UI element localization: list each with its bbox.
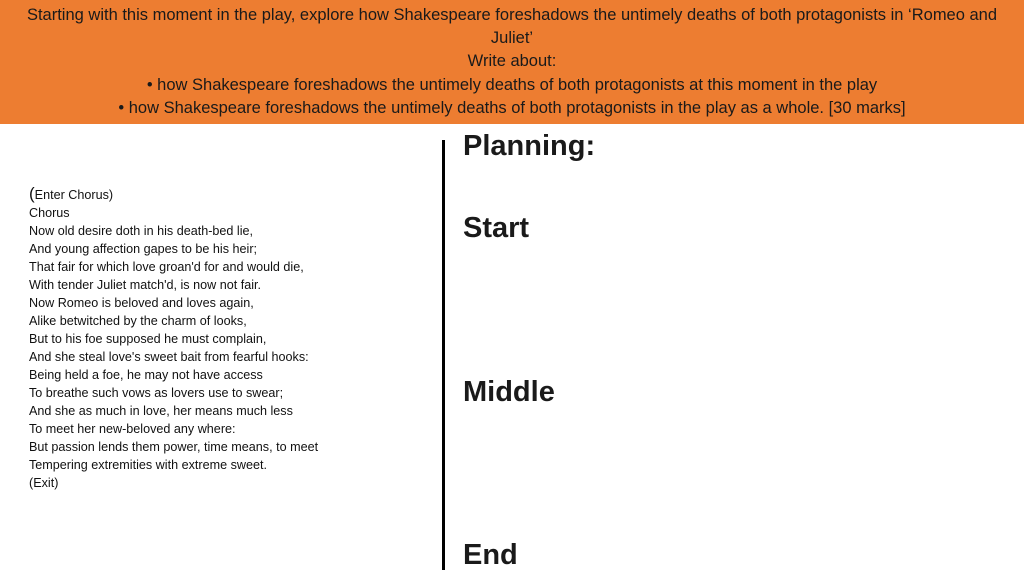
verse-line: And she steal love's sweet bait from fearful hooks: [29,350,309,364]
middle-heading: Middle [463,376,555,408]
verse-line: And young affection gapes to be his heir; [29,242,258,256]
start-heading: Start [463,212,530,244]
verse-line: Now old desire doth in his death-bed lie, [29,224,254,238]
chorus-extract [29,185,429,492]
stage-direction-exit: (Exit) [29,476,59,490]
verse-line: To breathe such vows as lovers use to swear; [29,386,284,400]
verse-line: Alike betwitched by the charm of looks, [29,314,247,328]
verse-line: Being held a foe, he may not have access [29,368,263,382]
open-parenthesis: ( [29,184,35,203]
verse-line: And she as much in love, her means much less [29,404,293,418]
bullet-this-moment: • how Shakespeare foreshadows the untimely deaths of both protagonists at this moment in the play [146,75,878,94]
end-heading: End [463,539,518,571]
verse-line: Tempering extremities with extreme sweet. [29,458,267,472]
verse-line: But passion lends them power, time means, to meet [29,440,319,454]
question-text: Starting with this moment in the play, explore how Shakespeare foreshadows the untimely deaths of both protagonists in ‘Romeo and Juliet’ [26,6,998,48]
verse-line: But to his foe supposed he must complain, [29,332,267,346]
stage-direction-enter-text: Enter Chorus) [34,188,114,202]
verse-line: To meet her new-beloved any where: [29,422,236,436]
speaker-name: Chorus [29,206,70,220]
stage-direction-enter [29,185,429,204]
question-banner [0,0,1024,124]
column-divider [442,140,445,570]
verse-line: With tender Juliet match'd, is now not fair. [29,278,261,292]
write-about-label: Write about: [467,52,557,71]
verse-line: Now Romeo is beloved and loves again, [29,296,254,310]
verse-line: That fair for which love groan'd for and would die, [29,260,304,274]
bullet-whole-play: • how Shakespeare foreshadows the untimely deaths of both protagonists in the play as a whole. [30 marks] [118,98,906,117]
planning-heading: Planning: [463,130,596,162]
